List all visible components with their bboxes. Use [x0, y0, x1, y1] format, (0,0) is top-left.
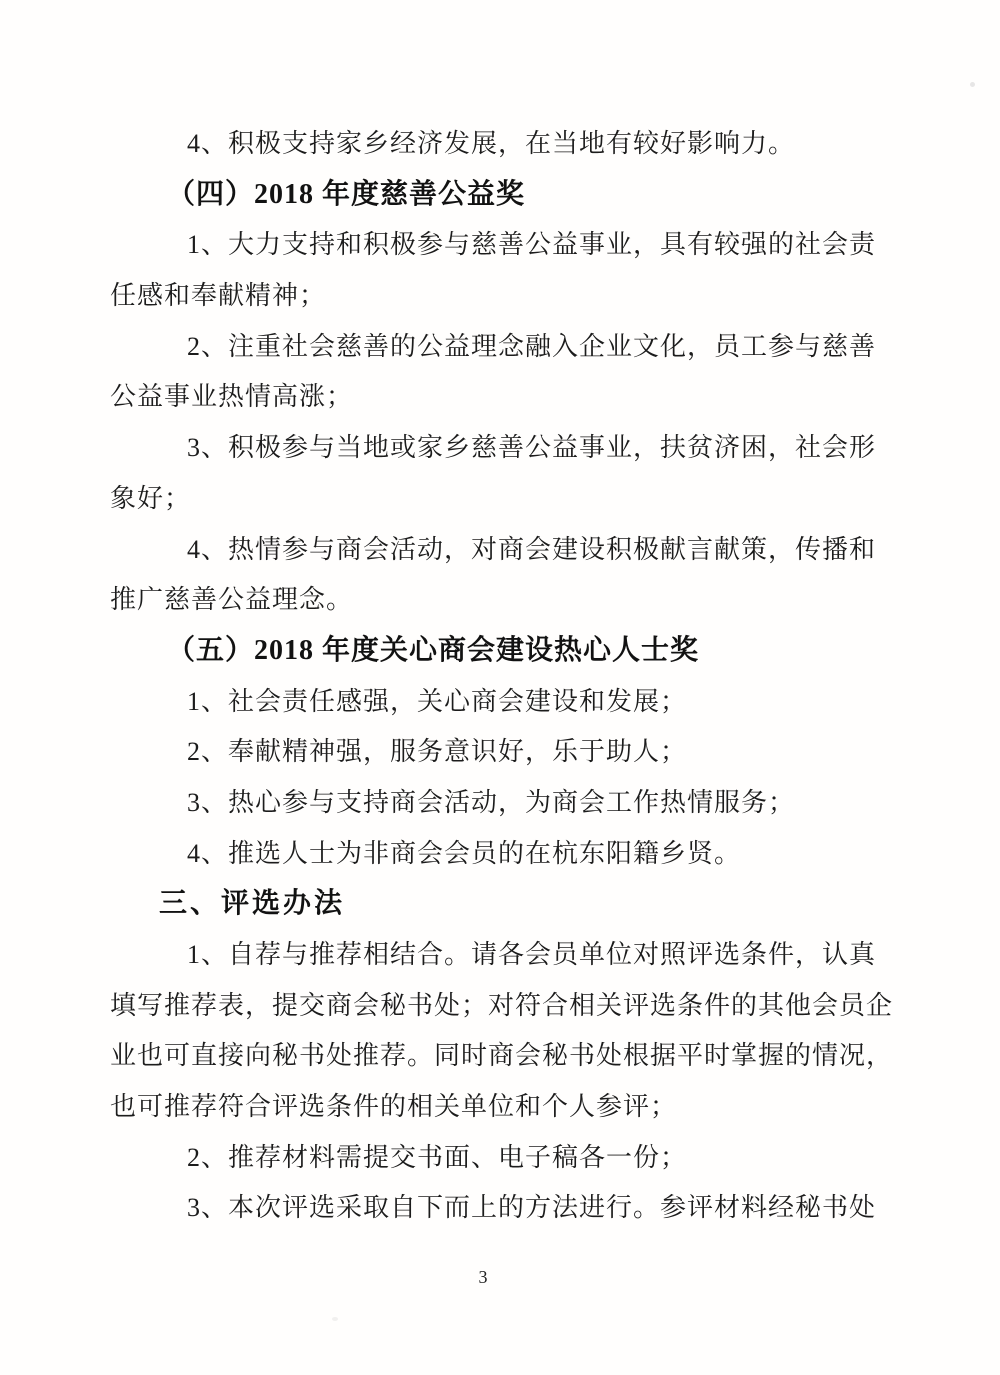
text-line: 象好； [110, 483, 192, 513]
document-body [110, 119, 894, 1234]
text-line: 业也可直接向秘书处推荐。同时商会秘书处根据平时掌握的情况， [110, 1041, 894, 1071]
text-line: 2、奉献精神强，服务意识好，乐于助人； [187, 737, 688, 767]
text-line: 1、自荐与推荐相结合。请各会员单位对照评选条件，认真 [187, 940, 877, 969]
text-line: 4、推选人士为非商会会员的在杭东阳籍乡贤。 [187, 838, 742, 868]
text-line: 也可推荐符合评选条件的相关单位和个人参评； [110, 1092, 678, 1122]
text-line: 推广慈善公益理念。 [110, 585, 354, 615]
text-line: 2、注重社会慈善的公益理念融入企业文化，员工参与慈善 [187, 331, 877, 361]
text-line: 填写推荐表，提交商会秘书处；对符合相关评选条件的其他会员企 [110, 990, 894, 1020]
text-line: 3、积极参与当地或家乡慈善公益事业，扶贫济困，社会形 [187, 433, 877, 463]
text-line: 1、社会责任感强，关心商会建设和发展； [187, 686, 688, 716]
section-heading: 三、评选办法 [159, 888, 346, 920]
scan-speckle [970, 82, 975, 87]
scan-speckle [332, 1317, 338, 1321]
page-number: 3 [478, 1267, 488, 1287]
text-line: 公益事业热情高涨； [110, 382, 354, 412]
text-line: 3、本次评选采取自下而上的方法进行。参评材料经秘书处 [187, 1193, 877, 1223]
section-heading: （四）2018 年度慈善公益奖 [167, 178, 526, 210]
section-heading: （五）2018 年度关心商会建设热心人士奖 [167, 634, 700, 666]
text-line: 4、积极支持家乡经济发展，在当地有较好影响力。 [187, 129, 796, 158]
text-line: 3、热心参与支持商会活动，为商会工作热情服务； [187, 787, 796, 817]
text-line: 任感和奉献精神； [110, 281, 327, 311]
text-line: 1、大力支持和积极参与慈善公益事业，具有较强的社会责 [187, 230, 877, 260]
text-line: 2、推荐材料需提交书面、电子稿各一份； [187, 1142, 688, 1172]
text-line: 4、热情参与商会活动，对商会建设积极献言献策，传播和 [187, 534, 877, 564]
